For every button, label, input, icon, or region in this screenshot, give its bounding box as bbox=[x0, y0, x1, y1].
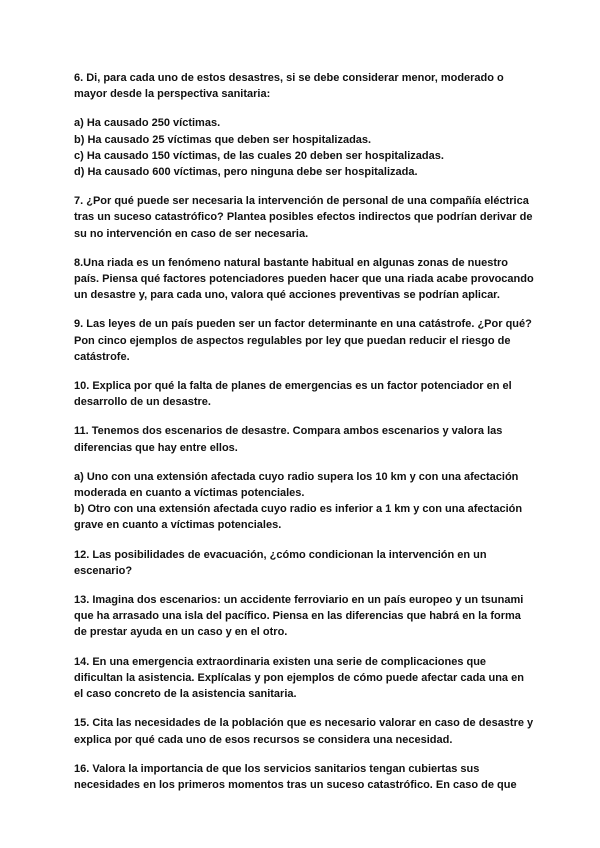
question-15 bbox=[74, 715, 534, 747]
question-6 bbox=[74, 70, 534, 102]
question-14 bbox=[74, 654, 534, 703]
question-text: 12. Las posibilidades de evacuación, ¿cómo condicionan la intervención en un escenario? bbox=[74, 548, 487, 577]
question-13 bbox=[74, 592, 534, 641]
question-11-options bbox=[74, 469, 534, 534]
option-c: c) Ha causado 150 víctimas, de las cuales 20 deben ser hospitalizadas. bbox=[74, 149, 444, 162]
question-text: 14. En una emergencia extraordinaria existen una serie de complicaciones que dificultan la asistencia. Explícalas y pon ejemplos de cómo puede afectar cada una en el caso concreto de la asistencia sanitaria. bbox=[74, 655, 524, 701]
option-b: b) Otro con una extensión afectada cuyo radio es inferior a 1 km y con una afectación grave en cuanto a víctimas potenciales. bbox=[74, 503, 523, 532]
option-a: a) Uno con una extensión afectada cuyo radio supera los 10 km y con una afectación moderada en cuanto a víctimas potenciales. bbox=[74, 470, 519, 500]
question-10 bbox=[74, 378, 534, 410]
question-text: 9. Las leyes de un país pueden ser un factor determinante en una catástrofe. ¿Por qué? Pon cinco ejemplos de aspectos regulables por ley que puedan reducir el riesgo de catástrofe. bbox=[74, 318, 532, 363]
option-a: a) Ha causado 250 víctimas. bbox=[74, 117, 221, 130]
question-9 bbox=[74, 316, 534, 365]
question-text: 6. Di, para cada uno de estos desastres, si se debe considerar menor, moderado o mayor desde la perspectiva sanitaria: bbox=[74, 72, 504, 101]
question-8 bbox=[74, 255, 534, 304]
question-text: 11. Tenemos dos escenarios de desastre. Compara ambos escenarios y valora las diferencias que hay entre ellos. bbox=[74, 425, 503, 454]
question-12 bbox=[74, 547, 534, 579]
option-b: b) Ha causado 25 víctimas que deben ser hospitalizadas. bbox=[74, 133, 372, 146]
question-text: 13. Imagina dos escenarios: un accidente ferroviario en un país europeo y un tsunami que ha arrasado una isla del pacífico. Piensa en las diferencias que habrá en la forma de prestar ayuda en un caso y en el otro. bbox=[74, 594, 524, 639]
question-6-options bbox=[74, 115, 534, 180]
option-d: d) Ha causado 600 víctimas, pero ninguna debe ser hospitalizada. bbox=[74, 166, 418, 179]
question-11 bbox=[74, 423, 534, 455]
question-text: 10. Explica por qué la falta de planes de emergencias es un factor potenciador en el desarrollo de un desastre. bbox=[74, 380, 512, 409]
question-7 bbox=[74, 193, 534, 242]
question-text: 7. ¿Por qué puede ser necesaria la intervención de personal de una compañía eléctrica tras un suceso catastrófico? Plantea posibles efectos indirectos que podrían derivar de su no intervención en caso de ser necesaria. bbox=[74, 195, 533, 240]
document-page bbox=[74, 70, 534, 806]
question-text: 15. Cita las necesidades de la población que es necesario valorar en caso de desastre y explica por qué cada uno de esos recursos se considera una necesidad. bbox=[74, 717, 534, 746]
question-text: 16. Valora la importancia de que los servicios sanitarios tengan cubiertas sus necesidades en los primeros momentos tras un suceso catastrófico. En caso de que bbox=[74, 762, 517, 791]
question-text: 8.Una riada es un fenómeno natural bastante habitual en algunas zonas de nuestro país. Piensa qué factores potenciadores pueden hacer que una riada acabe provocando un desastre y, para cada uno, valora qué acciones preventivas se podrían aplicar. bbox=[74, 256, 534, 302]
question-16 bbox=[74, 761, 534, 793]
